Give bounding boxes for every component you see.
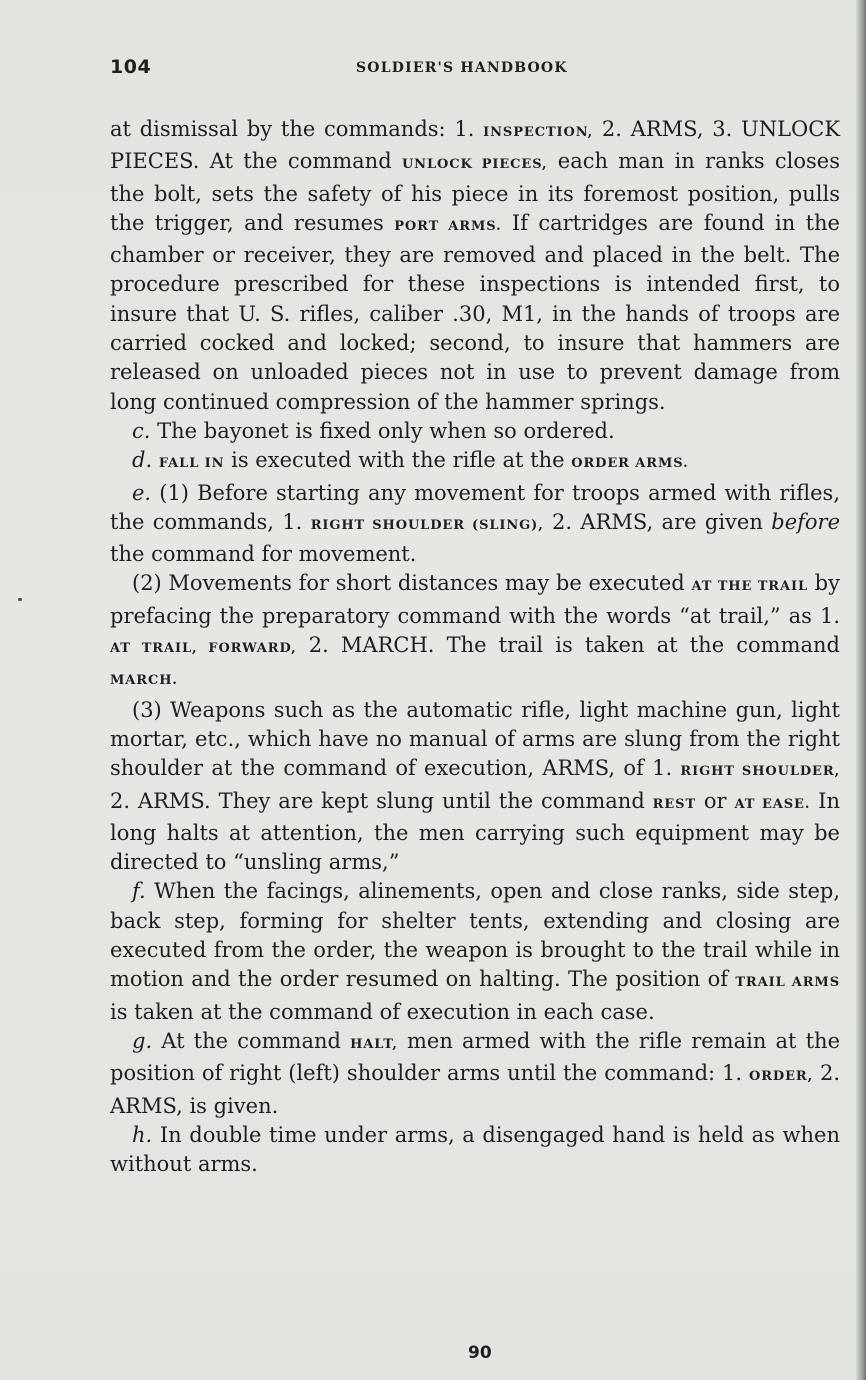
paragraph-e2 — [110, 569, 840, 695]
text-run: (2) Movements for short distances may be executed — [132, 571, 692, 596]
text-run: When the facings, alinements, open and close ranks, side step, back step, forming for shelter tents, extending and closing are executed from the order, the weapon is brought to the trail while in motion and the order resumed on halting. The position of — [110, 879, 840, 992]
emphasis: before — [771, 509, 841, 534]
paragraph-f — [110, 877, 840, 1026]
command-small-caps: UNLOCK PIECES, — [401, 157, 548, 173]
running-title: SOLDIER'S HANDBOOK — [356, 60, 568, 76]
paragraph-g — [110, 1027, 840, 1121]
page-edge-shadow — [856, 0, 866, 1380]
command-small-caps: PORT ARMS. — [394, 218, 502, 234]
paragraph-h — [110, 1121, 840, 1180]
text-run: In double time under arms, a disengaged hand is held as when without arms. — [110, 1122, 840, 1177]
text-run: 2. MARCH. The trail is taken at the command — [296, 633, 840, 658]
paragraph-e1 — [110, 479, 840, 570]
page-header — [110, 56, 840, 86]
command-small-caps: RIGHT SHOULDER (SLING), — [310, 517, 544, 533]
paragraph-c — [110, 417, 840, 446]
text-run: or — [696, 788, 735, 813]
command-small-caps: AT TRAIL, FORWARD, — [110, 641, 297, 657]
paragraph-label: g. — [132, 1028, 153, 1053]
text-run: by prefacing the preparatory command with the words “at trail,” as 1. — [110, 571, 840, 628]
command-small-caps: ORDER, — [748, 1069, 814, 1085]
text-run: (1) Before starting any movement for troops armed with rifles, the commands, 1. — [110, 480, 840, 534]
ink-speck — [18, 598, 22, 601]
command-small-caps: MARCH. — [110, 673, 178, 689]
command-small-caps: ORDER ARMS. — [571, 456, 689, 472]
paragraph-d — [110, 446, 840, 478]
text-run: At the command — [152, 1028, 351, 1053]
text-run: men armed with the rifle remain at the position of right (left) shoulder arms until the command: 1. — [110, 1028, 840, 1086]
command-small-caps: HALT, — [350, 1036, 398, 1052]
text-run: is executed with the rifle at the — [224, 448, 572, 473]
text-run: 2. ARMS. They are kept slung until the command — [110, 788, 653, 813]
text-run: is taken at the command of execution in each case. — [110, 999, 655, 1024]
command-small-caps: INSPECTION, — [483, 125, 594, 140]
paragraph-label: c. — [132, 418, 151, 443]
command-small-caps: TRAIL ARMS — [735, 975, 840, 991]
paragraph-e3 — [110, 696, 840, 878]
paragraph-label: e. — [132, 480, 152, 505]
text-run: 2. ARMS, is given. — [110, 1061, 840, 1118]
text-run: The bayonet is fixed only when so ordered. — [150, 418, 615, 443]
command-small-caps: AT EASE. — [734, 796, 811, 812]
paragraph-label: f. — [132, 879, 146, 904]
text-run: each man in ranks closes the bolt, sets the safety of his piece in its foremost position, pulls the trigger, and resumes — [110, 149, 841, 235]
command-small-caps: AT THE TRAIL — [691, 579, 808, 595]
text-run: the command for movement. — [110, 542, 417, 567]
text-run: 2. ARMS, are given — [543, 509, 772, 534]
paragraph-label: h. — [132, 1122, 153, 1147]
body-text — [110, 115, 840, 1179]
text-run: 2. ARMS, 3. UNLOCK PIECES. At the command — [110, 117, 841, 174]
command-small-caps: FALL IN — [158, 456, 225, 472]
text-run: (3) Weapons such as the automatic rifle, light machine gun, light mortar, etc., which have no manual of arms are slung from the right shoulder at the command of execution, ARMS, of 1. — [110, 697, 840, 781]
paragraph-label: d. — [132, 448, 153, 473]
paragraph-continuation — [110, 115, 840, 417]
page-number: 104 — [110, 56, 152, 78]
text-run: at dismissal by the commands: 1. — [110, 117, 484, 141]
command-small-caps: REST — [652, 796, 697, 812]
footer-folio: 90 — [468, 1343, 492, 1363]
text-run: In long halts at attention, the men carrying such equipment may be directed to “unsling arms,” — [110, 788, 840, 875]
text-run: If cartridges are found in the chamber or receiver, they are removed and placed in the belt. The procedure prescribed for these inspections is intended first, to insure that U. S. rifles, caliber .30, M1, in the hands of troops are carried cocked and locked; second, to insure that hammers are released on unloaded pieces not in use to prevent damage from long continued compression of the hammer springs. — [110, 210, 840, 414]
command-small-caps: RIGHT SHOULDER, — [680, 764, 840, 780]
